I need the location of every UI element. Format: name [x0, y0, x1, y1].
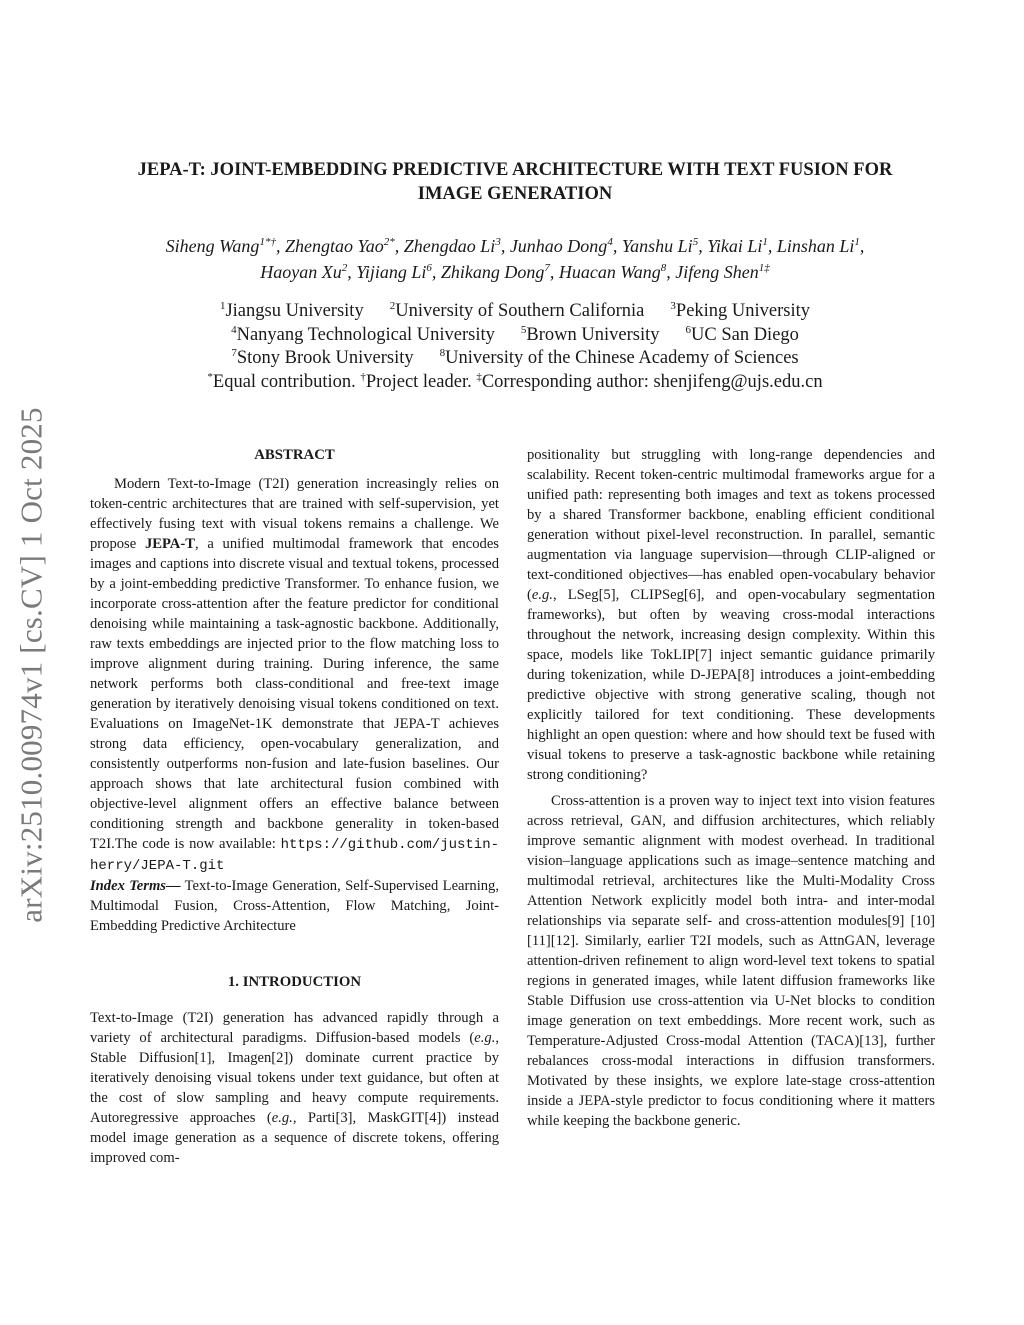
author: Huacan Wang [558, 262, 661, 282]
affiliation: University of Southern California [395, 301, 645, 321]
intro-paragraph-2: Cross-attention is a proven way to inject text into vision features across retrieval, GAN, and diffusion architectures, which reliably improve semantic alignment with modest overhead. In traditional vision–language applications such as image–sentence matching and multimodal retrieval, architectures like the Multi-Modality Cross Attention Network explicitly model both intra- and inter-modal relationships via separate self- and cross-attention modules[9] [10][11][12]. Similarly, earlier T2I models, such as AttnGAN, leverage attention-driven refinement to align word-level text tokens to spatial regions in generated images, while latent diffusion frameworks like Stable Diffusion use cross-attention via U-Net blocks to condition image generation on text embeddings. More recent work, such as Temperature-Adjusted Cross-modal Attention (TACA)[13], further rebalances cross-modal interactions in diffusion transformers. Motivated by these insights, we explore late-stage cross-attention inside a JEPA-style predictor to focus conditioning where it matters while keeping the backbone generic. [527, 793, 935, 1129]
author: Junhao Dong [509, 236, 608, 256]
author-sup: 7 [544, 262, 550, 274]
arxiv-id-text: arXiv:2510.00974v1 [cs.CV] 1 Oct 2025 [14, 407, 50, 923]
affiliation: Jiangsu University [225, 301, 364, 321]
affiliation-line-1: $^1$Jiangsu University $^2$University of Southern California $^3$Peking University [219, 300, 811, 321]
method-name: JEPA-T [144, 536, 195, 552]
author: Jifeng Shen [675, 262, 759, 282]
author-sup: 8 [660, 262, 667, 274]
affiliation: UC San Diego [691, 324, 799, 345]
author: Yikai Li [707, 236, 763, 256]
author: Yanshu Li [621, 236, 693, 256]
author-sup: 2* [383, 236, 395, 248]
corresponding-author-note: Corresponding author: shenjifeng@ujs.edu.cn [481, 371, 823, 392]
index-terms-label: Index Terms— [90, 878, 181, 894]
affiliation: Peking University [675, 301, 811, 321]
title-line-2: IMAGE GENERATION [417, 184, 613, 204]
author: Linshan Li [776, 236, 855, 256]
index-terms: Index Terms— Text-to-Image Generation, Self-Supervised Learning, Multimodal Fusion, Cross-Attention, Flow Matching, Joint-Embedding Predictive Architecture [90, 878, 499, 934]
affiliation: University of the Chinese Academy of Sciences [445, 348, 799, 368]
author-sup: 3 [495, 236, 501, 248]
project-leader-note: Project leader. [365, 371, 472, 392]
author-line-1: Siheng Wang$^{1*\dagger}$, Zhengtao Yao$^{2*}$, Zhengdao Li$^3$, Junhao Dong$^4$, Yanshu Li$^5$, Yikai Li$^1$, Linshan Li$^1$, [165, 236, 865, 256]
affiliation-line-3: $^7$Stony Brook University $^8$University of the Chinese Academy of Sciences [231, 347, 799, 368]
affiliation: Nanyang Technological University [236, 324, 495, 345]
author: Zhikang Dong [440, 262, 545, 282]
author: Siheng Wang [165, 236, 260, 256]
author-sup: 1*† [259, 236, 276, 248]
introduction-heading: 1. INTRODUCTION [227, 974, 362, 990]
arxiv-identifier [8, 385, 56, 945]
author-sup: 1‡ [758, 262, 770, 274]
intro-paragraph-1-continued: positionality but struggling with long-range dependencies and scalability. Recent token-centric multimodal frameworks argue for a unified path: representing both images and text as tokens processed by a shared Transformer backbone, enabling efficient conditional generation without pixel-level reconstruction. In parallel, semantic augmentation via language supervision—through CLIP-aligned or text-conditioned objectives—has enabled open-vocabulary behavior (e.g., LSeg[5], CLIPSeg[6], and open-vocabulary segmentation frameworks), but often by weaving cross-modal interactions throughout the network, increasing design complexity. Within this space, models like TokLIP[7] inject semantic guidance primarily during tokenization, while D-JEPA[8] introduces a joint-embedding predictive objective with strong generative scaling, though not explicitly tailored for text conditioning. These developments highlight an open question: where and how should text be fused with visual tokens to preserve a task-agnostic backbone while retaining strong conditioning? [527, 447, 935, 783]
abstract-text: Modern Text-to-Image (T2I) generation increasingly relies on token-centric architectures that are trained with self-supervision, yet effectively fusing text with visual tokens remains a challenge. We propose JEPA-T, a unified multimodal framework that encodes images and captions into discrete visual and textual tokens, processed by a joint-embedding predictive Transformer. To enhance fusion, we incorporate cross-attention after the feature predictor for conditional denoising while maintaining a task-agnostic backbone. Additionally, raw texts embeddings are injected prior to the flow matching loss to improve alignment during training. During inference, the same network performs both class-conditional and free-text image generation by iteratively denoising visual tokens conditioned on text. Evaluations on ImageNet-1K demonstrate that JEPA-T achieves strong data efficiency, open-vocabulary generalization, and consistently outperforms non-fusion and late-fusion baselines. Our approach shows that late architectural fusion combined with objective-level alignment offers an effective balance between conditioning strength and backbone generality in token-based T2I.The code is now available: https://github.com/justin-herry/JEPA-T.git [90, 476, 499, 874]
author-notes: *Equal contribution. †Project leader. ‡Corresponding author: shenjifeng@ujs.edu.cn [207, 370, 823, 392]
author-sup: 1 [854, 236, 860, 248]
intro-paragraph-1: Text-to-Image (T2I) generation has advanced rapidly through a variety of architectural paradigms. Diffusion-based models (e.g., Stable Diffusion[1], Imagen[2]) dominate current practice by iteratively denoising visual tokens under text guidance, but often at the cost of slow sampling and heavy compute requirements. Autoregressive approaches (e.g., Parti[3], MaskGIT[4]) instead model image generation as a sequence of discrete tokens, offering improved com- [90, 1010, 500, 1166]
author-list [90, 233, 940, 285]
author-sup: 1 [762, 236, 768, 248]
author-sup: 5 [692, 236, 699, 248]
author: Zhengtao Yao [284, 236, 384, 256]
equal-contribution-note: Equal contribution. [212, 371, 356, 392]
title-line-1: JEPA-T: JOINT-EMBEDDING PREDICTIVE ARCHITECTURE WITH TEXT FUSION FOR [137, 160, 893, 180]
author-sup: 6 [426, 262, 432, 274]
author-sup: 2 [341, 262, 348, 274]
author: Zhengdao Li [403, 236, 496, 256]
affiliation-line-2: $^4$Nanyang Technological University $^5$Brown University $^6$UC San Diego [231, 323, 799, 345]
author: Haoyan Xu [260, 262, 342, 282]
code-link[interactable]: https://github.com/justin-herry/JEPA-T.git [90, 837, 499, 874]
paper-title [90, 158, 940, 206]
affiliations [90, 300, 940, 394]
affiliation: Stony Brook University [236, 348, 414, 368]
author-line-2: Haoyan Xu$^2$, Yijiang Li$^6$, Zhikang Dong$^7$, Huacan Wang$^8$, Jifeng Shen$^{1\ddagger}$ [260, 262, 770, 282]
left-column [90, 445, 499, 1168]
affiliation: Brown University [526, 324, 660, 345]
author: Yijiang Li [356, 262, 427, 282]
right-column [527, 445, 935, 1131]
author-sup: 4 [607, 236, 613, 248]
abstract-heading: ABSTRACT [254, 447, 335, 463]
